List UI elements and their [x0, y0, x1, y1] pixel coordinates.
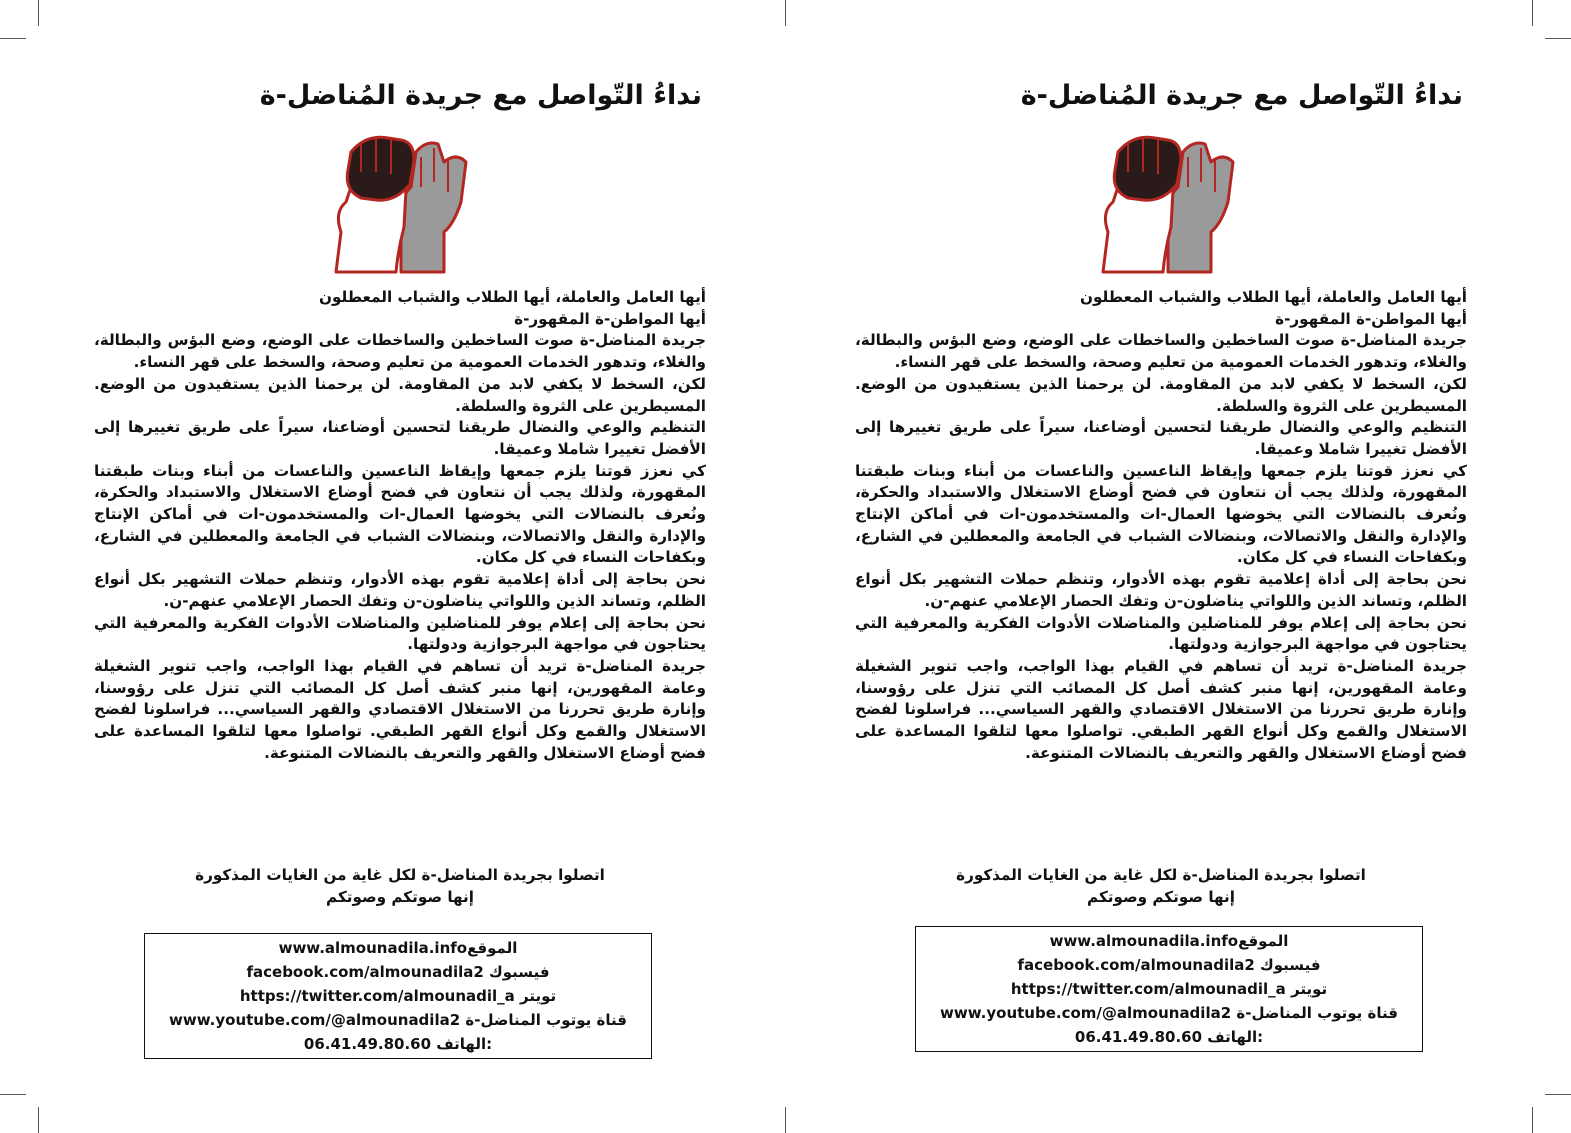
crop-mark	[1532, 0, 1533, 26]
contact-row-twitter	[1011, 977, 1327, 1001]
contact-label: فيسبوك	[1260, 956, 1321, 974]
appeal-body	[94, 287, 706, 764]
paragraph: نحن بحاجة إلى أداة إعلامية تقوم بهذه الأدوار، وتنظم حملات التشهير بكل أنواع الظلم، وتساند الذين واللواتي يناضلون-ن وتفك الحصار الإعلامي عنهم-ن.	[855, 570, 1467, 610]
page-title: نداءُ التّواصل مع جريدة المُناضل-ة	[259, 80, 702, 111]
page-title: نداءُ التّواصل مع جريدة المُناضل-ة	[1020, 80, 1463, 111]
paragraph: جريدة المناضل-ة تريد أن تساهم في القيام بهذا الواجب، واجب تنوير الشغيلة وعامة المقهورين، إنها منبر كشف أصل كل المصائب التي تنزل على رؤوسنا، وإنارة طريق تحررنا من الاستغلال الاقتصادي والقهر السياسي... فراسلونا لفضح الاستغلال والقمع وكل أنواع القهر الطبقي. تواصلوا معها لتلقوا المساعدة على فضح أوضاع الاستغلال والقهر والتعريف بالنضالات المتنوعة.	[94, 656, 706, 762]
contact-label: الموقع	[467, 939, 518, 957]
contact-value[interactable]: www.youtube.com/@almounadila2	[169, 1011, 461, 1029]
paragraph: جريدة المناضل-ة صوت الساخطين والساخطات على الوضع، وضع البؤس والبطالة، والغلاء، وتدهور الخدمات العمومية من تعليم وصحة، والسخط على قهر النساء.	[94, 331, 706, 372]
contact-row-facebook	[246, 960, 549, 984]
crop-mark	[785, 0, 786, 26]
contact-row-youtube	[940, 1001, 1398, 1025]
contact-box	[915, 926, 1423, 1052]
contact-value[interactable]: 06.41.49.80.60	[1074, 1028, 1203, 1046]
crop-mark	[38, 1107, 39, 1133]
paragraph: جريدة المناضل-ة تريد أن تساهم في القيام بهذا الواجب، واجب تنوير الشغيلة وعامة المقهورين، إنها منبر كشف أصل كل المصائب التي تنزل على رؤوسنا، وإنارة طريق تحررنا من الاستغلال الاقتصادي والقهر السياسي... فراسلونا لفضح الاستغلال والقمع وكل أنواع القهر الطبقي. تواصلوا معها لتلقوا المساعدة على فضح أوضاع الاستغلال والقهر والتعريف بالنضالات المتنوعة.	[855, 656, 1467, 762]
contact-row-youtube	[169, 1008, 627, 1032]
crop-mark	[0, 1094, 26, 1095]
paragraph: نحن بحاجة إلى إعلام يوفر للمناضلين والمناضلات الأدوات الفكرية والمعرفية التي يحتاجون في مواجهة البرجوازية ودولتها.	[94, 613, 706, 654]
contact-row-phone	[304, 1032, 492, 1056]
crop-mark	[38, 0, 39, 26]
crop-mark	[1545, 1094, 1571, 1095]
contact-label: قناة يوتوب المناضل-ة	[465, 1011, 627, 1029]
closing-line: اتصلوا بجريدة المناضل-ة لكل غاية من الغايات المذكورة	[195, 866, 605, 884]
crop-mark	[1532, 1107, 1533, 1133]
contact-value[interactable]: https://twitter.com/almounadil_a	[1010, 980, 1286, 998]
flyer-page-left	[94, 0, 714, 1133]
paragraph: التنظيم والوعي والنضال طريقنا لتحسين أوضاعنا، سيراً على طريق تغييرها إلى الأفضل تغييرا شاملا وعميقا.	[94, 418, 706, 458]
contact-value[interactable]: facebook.com/almounadila2	[1017, 956, 1255, 974]
contact-row-phone	[1075, 1025, 1263, 1049]
crop-mark	[1545, 38, 1571, 39]
contact-label: الهاتف:	[1207, 1028, 1264, 1046]
contact-label: تويتر	[1291, 980, 1328, 998]
paragraph: نحن بحاجة إلى إعلام يوفر للمناضلين والمناضلات الأدوات الفكرية والمعرفية التي يحتاجون في مواجهة البرجوازية ودولتها.	[855, 613, 1467, 654]
closing-line: إنها صوتكم وصوتكم	[326, 888, 474, 906]
paragraph: لكن، السخط لا يكفي لابد من المقاومة. لن يرحمنا الذين يستفيدون من الوضع. المسيطرين على الثروة والسلطة.	[855, 374, 1467, 415]
contact-value[interactable]: 06.41.49.80.60	[303, 1035, 432, 1053]
contact-row-facebook	[1017, 953, 1320, 977]
closing-call	[94, 864, 706, 908]
contact-row-website	[279, 936, 518, 960]
contact-row-twitter	[240, 984, 556, 1008]
paragraph: لكن، السخط لا يكفي لابد من المقاومة. لن يرحمنا الذين يستفيدون من الوضع. المسيطرين على الثروة والسلطة.	[94, 374, 706, 415]
contact-label: فيسبوك	[489, 963, 550, 981]
closing-line: اتصلوا بجريدة المناضل-ة لكل غاية من الغايات المذكورة	[956, 866, 1366, 884]
contact-value[interactable]: www.almounadila.info	[1049, 932, 1239, 950]
contact-value[interactable]: facebook.com/almounadila2	[246, 963, 484, 981]
contact-value[interactable]: www.almounadila.info	[278, 939, 468, 957]
paragraph: نحن بحاجة إلى أداة إعلامية تقوم بهذه الأدوار، وتنظم حملات التشهير بكل أنواع الظلم، وتساند الذين واللواتي يناضلون-ن وتفك الحصار الإعلامي عنهم-ن.	[94, 570, 706, 610]
contact-label: الهاتف:	[436, 1035, 493, 1053]
contact-box	[144, 933, 652, 1059]
paragraph: جريدة المناضل-ة صوت الساخطين والساخطات على الوضع، وضع البؤس والبطالة، والغلاء، وتدهور الخدمات العمومية من تعليم وصحة، والسخط على قهر النساء.	[855, 331, 1467, 372]
paragraph: أيها العامل والعاملة، أيها الطلاب والشباب المعطلون	[319, 288, 706, 306]
paragraph: أيها المواطن-ة المقهور-ة	[1275, 309, 1467, 328]
paragraph: أيها المواطن-ة المقهور-ة	[514, 309, 706, 328]
contact-value[interactable]: www.youtube.com/@almounadila2	[940, 1004, 1232, 1022]
paragraph: التنظيم والوعي والنضال طريقنا لتحسين أوضاعنا، سيراً على طريق تغييرها إلى الأفضل تغييرا شاملا وعميقا.	[855, 418, 1467, 458]
contact-label: الموقع	[1238, 932, 1289, 950]
contact-value[interactable]: https://twitter.com/almounadil_a	[239, 987, 515, 1005]
flyer-page-right	[855, 0, 1475, 1133]
closing-line: إنها صوتكم وصوتكم	[1087, 888, 1235, 906]
raised-fists-icon	[1093, 132, 1243, 277]
crop-mark	[785, 1107, 786, 1133]
paragraph: أيها العامل والعاملة، أيها الطلاب والشباب المعطلون	[1080, 288, 1467, 306]
raised-fists-icon	[326, 132, 476, 277]
contact-label: تويتر	[520, 987, 557, 1005]
contact-row-website	[1050, 929, 1289, 953]
paragraph: كي نعزز قوتنا يلزم جمعها وإيقاظ الناعسين والناعسات من أبناء وبنات طبقتنا المقهورة، ولذلك يجب أن نتعاون في فضح أوضاع الاستغلال والاستبداد والحكرة، ونُعرف بالنضالات التي يخوضها العمال-ات والمستخدمون-ات في أماكن الإنتاج والإدارة والنقل والاتصالات، وبنضالات الشباب في الجامعة والمعطلين في الشارع، وبكفاحات النساء في كل مكان.	[94, 461, 706, 567]
contact-label: قناة يوتوب المناضل-ة	[1236, 1004, 1398, 1022]
appeal-body	[855, 287, 1467, 764]
paragraph: كي نعزز قوتنا يلزم جمعها وإيقاظ الناعسين والناعسات من أبناء وبنات طبقتنا المقهورة، ولذلك يجب أن نتعاون في فضح أوضاع الاستغلال والاستبداد والحكرة، ونُعرف بالنضالات التي يخوضها العمال-ات والمستخدمون-ات في أماكن الإنتاج والإدارة والنقل والاتصالات، وبنضالات الشباب في الجامعة والمعطلين في الشارع، وبكفاحات النساء في كل مكان.	[855, 461, 1467, 567]
crop-mark	[0, 38, 26, 39]
closing-call	[855, 864, 1467, 908]
